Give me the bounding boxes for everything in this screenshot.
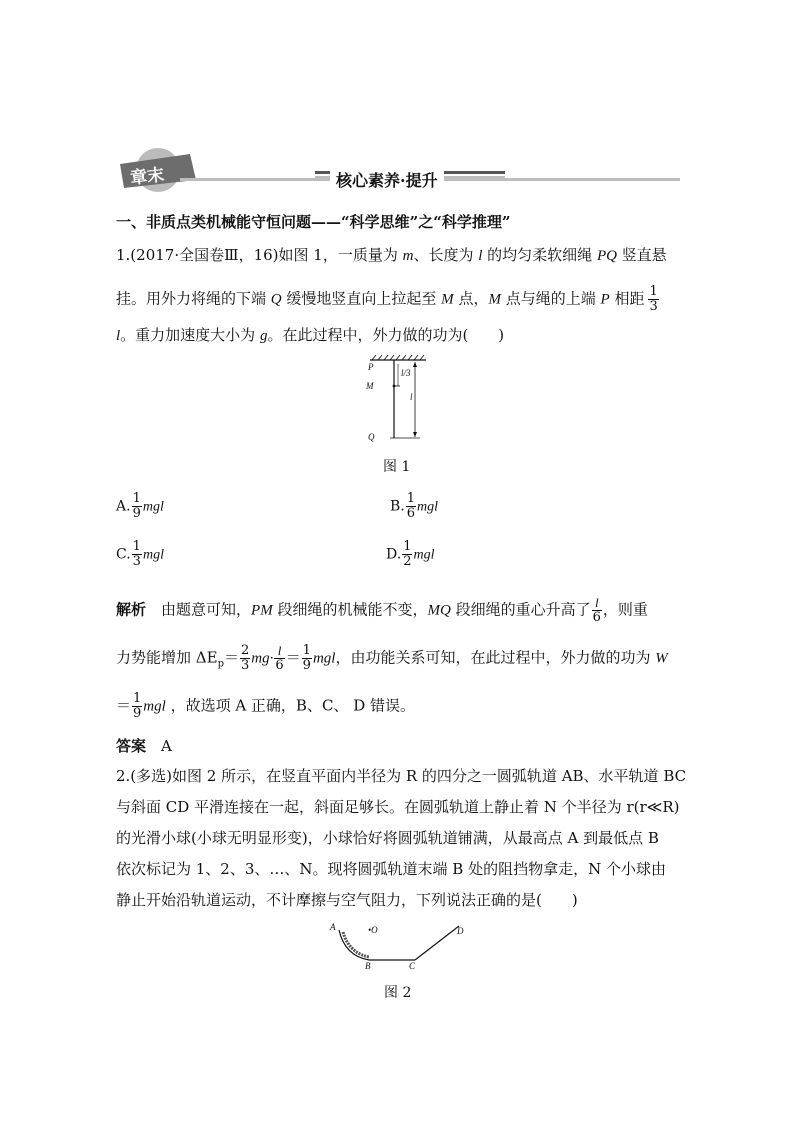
q1-line3: l。重力加速度大小为 g。在此过程中，外力做的功为( ) <box>116 326 505 344</box>
option-d[interactable]: D. $\frac{1}{2}$ mgl <box>386 539 435 569</box>
q1-line1: 1.(2017·全国卷Ⅲ，16)如图 1，一质量为 m、长度为 l 的均匀柔软细绳 PQ 竖直悬 <box>116 246 667 264</box>
label-l: l <box>410 392 413 402</box>
solution-label: 解析 <box>116 600 147 619</box>
solution-line3: ＝ $\frac{1}{9}$ mgl ，故选项 A 正确，B、C、 D 错误。 <box>116 691 415 721</box>
chapter-badge: 章末 <box>129 165 166 189</box>
answer-label: 答案 <box>116 737 147 755</box>
label-C: C <box>409 961 416 971</box>
label-Q: Q <box>368 432 375 442</box>
q2-line2: 与斜面 CD 平滑连接在一起，斜面足够长。在圆弧轨道上静止着 N 个半径为 r(r≪R) <box>116 798 680 816</box>
label-A: A <box>330 922 336 932</box>
answer-line <box>116 736 172 756</box>
chapter-title: 核心素养·提升 <box>330 168 444 191</box>
option-b[interactable]: B. $\frac{1}{6}$ mgl <box>390 491 439 521</box>
solution-line1: 解析 由题意可知，PM 段细绳的机械能不变，MQ 段细绳的重心升高了 $\frac{l}{6}$ ，则重 <box>116 595 648 625</box>
q2-line4: 依次标记为 1、2、3、…、N。现将圆弧轨道末端 B 处的阻挡物拿走，N 个小球由 <box>116 860 666 878</box>
label-l3: l/3 <box>401 368 411 378</box>
q2-line3: 的光滑小球(小球无明显形变)，小球恰好将圆弧轨道铺满，从最高点 A 到最低点 B <box>116 829 659 847</box>
q2-line5: 静止开始沿轨道运动，不计摩擦与空气阻力，下列说法正确的是( ) <box>116 891 578 909</box>
label-O: •O <box>368 925 378 935</box>
option-c[interactable]: C. $\frac{1}{3}$ mgl <box>116 539 164 569</box>
label-M: M <box>366 381 374 391</box>
option-a[interactable]: A. $\frac{1}{9}$ mgl <box>116 491 164 521</box>
label-P: P <box>368 362 374 372</box>
answer-value: A <box>161 737 172 755</box>
figure-1-caption: 图 1 <box>383 459 411 475</box>
solution-line2: 力势能增加 $\Delta E_p=$ $\frac{2}{3}$ mg· $\frac{l}{6}$ ＝ $\frac{1}{9}$ mgl，由功能关系可知，在此过程中，外力做的功为 W <box>116 643 668 673</box>
q1-line2: 挂。用外力将绳的下端 Q 缓慢地竖直向上拉起至 M 点，M 点与绳的上端 P 相距 $\frac{1}{3}$ <box>116 284 658 314</box>
label-D: D <box>457 926 464 936</box>
figure-2-caption: 图 2 <box>384 985 412 1001</box>
q2-line1: 2.(多选)如图 2 所示，在竖直平面内半径为 R 的四分之一圆弧轨道 AB、水平轨道 BC <box>116 767 687 785</box>
section-heading: 一、非质点类机械能守恒问题——“科学思维”之“科学推理” <box>116 213 511 231</box>
label-B: B <box>365 961 371 971</box>
fraction: $\frac{1}{3}$ <box>649 284 658 314</box>
